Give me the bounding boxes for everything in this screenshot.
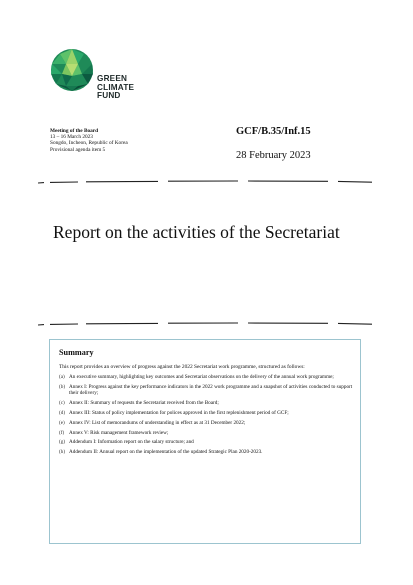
- meeting-location: Songdo, Incheon, Republic of Korea: [50, 140, 128, 147]
- divider-bottom: [38, 322, 372, 326]
- list-item: [59, 400, 354, 407]
- summary-heading: Summary: [59, 348, 94, 357]
- summary-list: [59, 374, 354, 456]
- item-text: Annex III: Status of policy implementation for polices approved in the first replenishment period of GCF;: [69, 409, 289, 416]
- item-text: Addendum II: Annual report on the implementation of the updated Strategic Plan 2020-2023.: [69, 449, 263, 456]
- globe-logo-icon: [50, 48, 94, 92]
- item-text: Annex I: Progress against the key performance indicators in the 2022 work programme and a snapshot of activities conducted to support their delivery;: [69, 383, 353, 397]
- document-info: [236, 125, 311, 162]
- list-item: [59, 439, 354, 446]
- item-letter: (a): [59, 374, 65, 380]
- agenda-item: Provisional agenda item 5: [50, 146, 106, 153]
- list-item: [59, 374, 354, 381]
- logo-line: GREEN: [97, 74, 128, 83]
- summary-box: [49, 339, 361, 544]
- divider-top: [38, 180, 372, 184]
- list-item: [59, 384, 354, 397]
- meeting-info: [50, 128, 128, 153]
- logo-line: CLIMATE: [97, 82, 135, 92]
- item-text: Annex IV: List of memorandums of understanding in effect as at 31 December 2022;: [69, 419, 246, 426]
- logo-wordmark: [97, 75, 134, 101]
- logo-line: FUND: [97, 91, 121, 101]
- item-letter: (g): [59, 439, 66, 446]
- item-text: Addendum I: Information report on the salary structure; and: [69, 439, 194, 446]
- list-item: [59, 449, 354, 456]
- document-symbol: GCF/B.35/Inf.15: [236, 126, 311, 137]
- gcf-logo: [50, 48, 150, 106]
- list-item: [59, 410, 354, 417]
- item-letter: (b): [59, 383, 66, 390]
- item-letter: (c): [59, 400, 65, 407]
- item-text: An executive summary, highlighting key outcomes and Secretariat observations on the delivery of the annual work programme;: [69, 374, 334, 380]
- document-title: Report on the activities of the Secretariat: [53, 222, 340, 242]
- document-date: 28 February 2023: [236, 150, 311, 161]
- list-item: [59, 430, 354, 437]
- item-letter: (h): [59, 449, 66, 456]
- list-item: [59, 420, 354, 427]
- item-letter: (d): [59, 409, 66, 416]
- meeting-dates: 13 – 16 March 2023: [50, 134, 93, 141]
- item-letter: (e): [59, 419, 65, 426]
- summary-intro: This report provides an overview of progress against the 2022 Secretariat work programme, structured as follows:: [59, 364, 305, 370]
- meeting-name: Meeting of the Board: [50, 128, 99, 134]
- item-text: Annex V: Risk management framework review;: [69, 429, 169, 436]
- item-letter: (f): [59, 429, 65, 436]
- item-text: Annex II: Summary of requests the Secretariat received from the Board;: [69, 400, 219, 407]
